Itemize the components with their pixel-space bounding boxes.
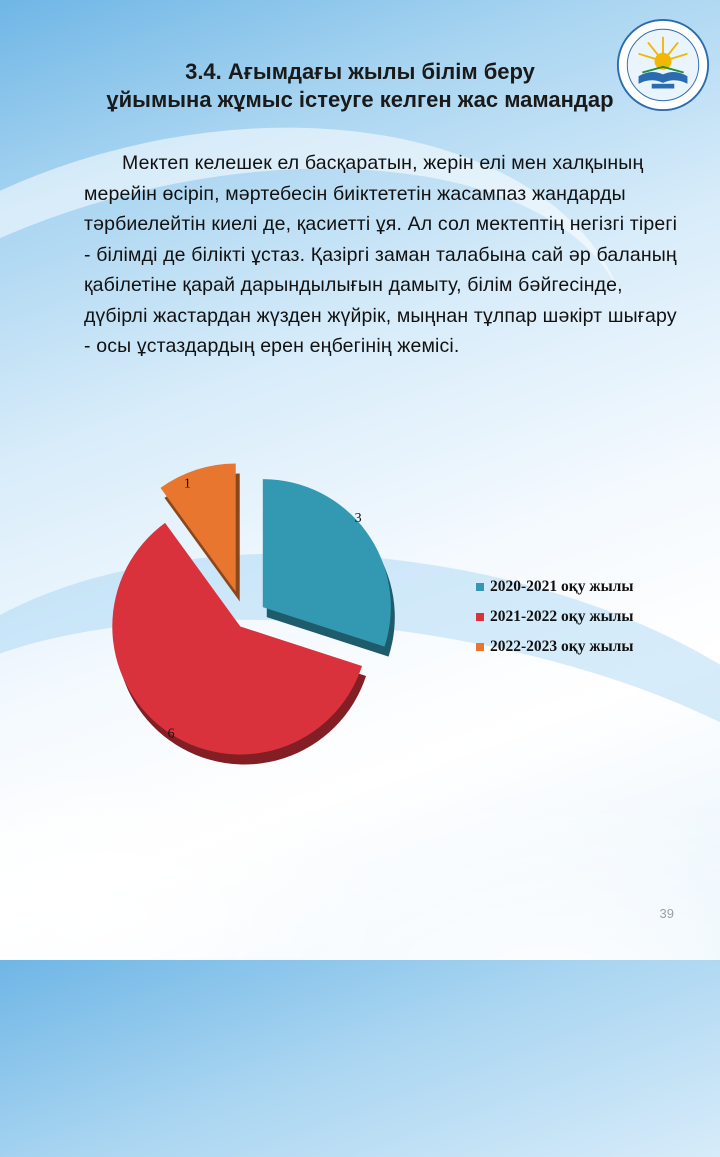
legend-item — [476, 602, 633, 632]
page-number: 39 — [659, 906, 674, 921]
slide-title — [0, 58, 720, 114]
legend-swatch — [476, 583, 484, 591]
chart-legend — [476, 572, 633, 662]
legend-item — [476, 572, 633, 602]
legend-label: 2022-2023 оқу жылы — [490, 638, 634, 655]
pie-data-label: 1 — [183, 476, 191, 492]
legend-item — [476, 632, 633, 662]
title-line-2: ұйымына жұмыс істеуге келген жас мамандар — [106, 87, 614, 112]
legend-swatch — [476, 613, 484, 621]
body-paragraph: Мектеп келешек ел басқаратын, жерін елі мен халқының мерейін өсіріп, мәртебесін биіктететін жасампаз жандарды тәрбиелейтін киелі де, қасиетті ұя. Ал сол мектептің негізгі тірегі - білімді де білікті ұстаз. Қазіргі заман талабына сай әр баланың қабілетіне қарай дарындылығын дамыту, білім бәйгесінде, дүбірлі жастардан жүзден жүйрік, мыңнан тұлпар шәкірт шығару - осы ұстаздардың ерен еңбегінің жемісі. — [84, 152, 678, 357]
pie-data-label: 6 — [167, 726, 175, 742]
pie-data-label: 3 — [354, 510, 362, 526]
legend-label: 2021-2022 оқу жылы — [490, 608, 634, 625]
legend-label: 2020-2021 оқу жылы — [490, 578, 634, 595]
title-line-1: 3.4. Ағымдағы жылы білім беру — [185, 59, 535, 84]
legend-swatch — [476, 643, 484, 651]
